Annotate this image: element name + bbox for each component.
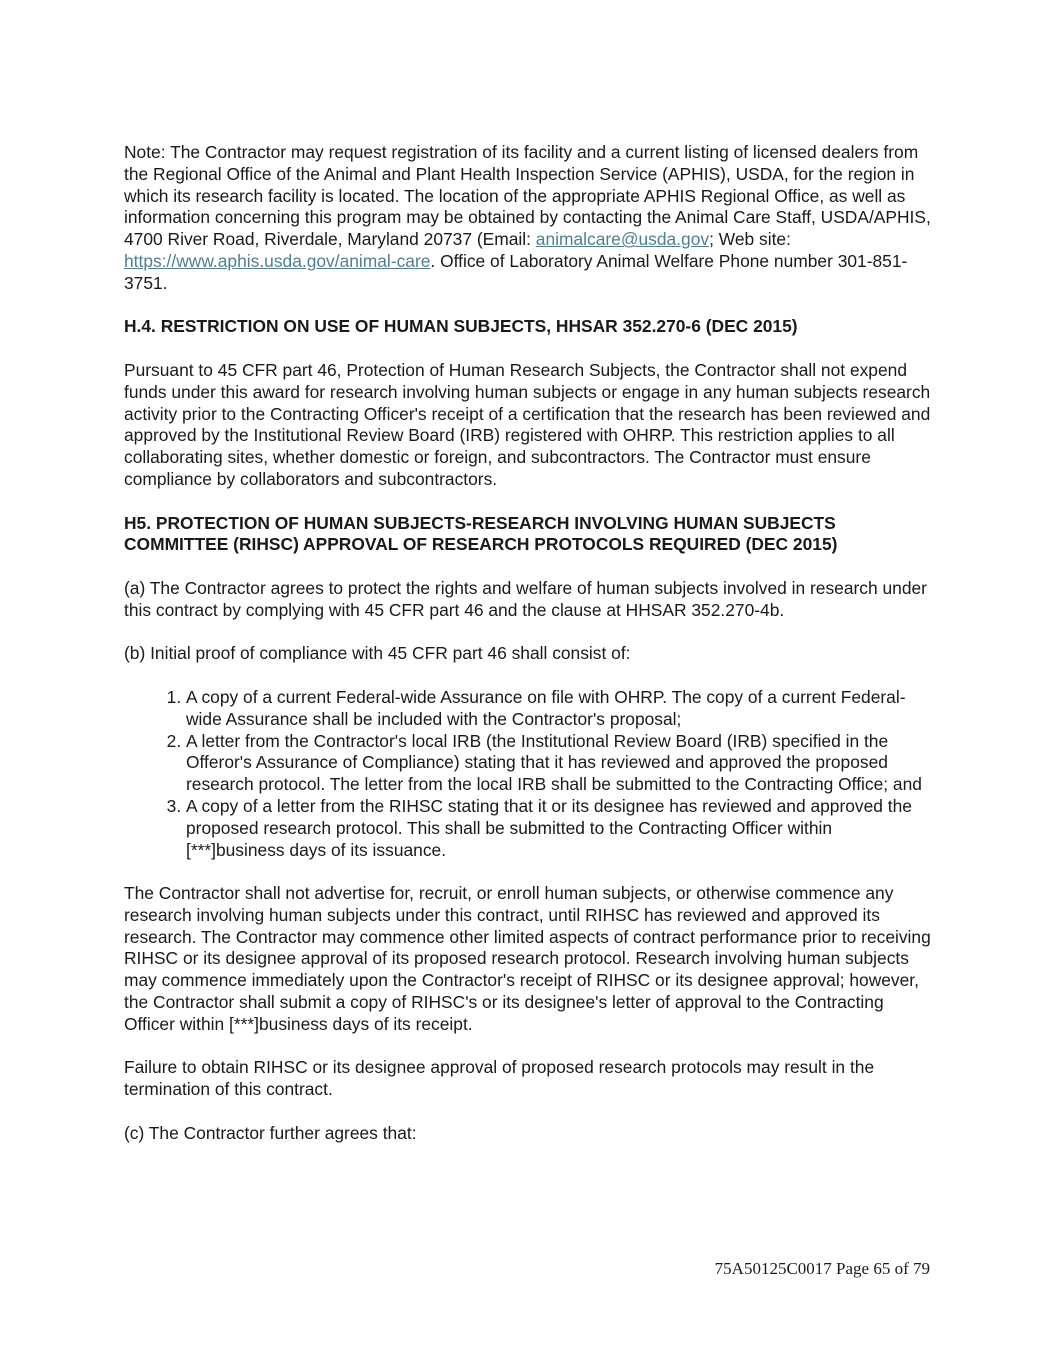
list-item: 1. A copy of a current Federal-wide Assurance on file with OHRP. The copy of a current Federal-wide Assurance shall be included with the Contractor's proposal; [186, 687, 934, 731]
compliance-list [124, 687, 934, 861]
note-text-1: Note: The Contractor may request registration of its facility and a current listing of licensed dealers from the Regional Office of the Animal and Plant Health Inspection Service (APHIS), USDA, for the region in which its research facility is located. The location of the appropriate APHIS Regional Office, as well as information concerning this program may be obtained by contacting the Animal Care Staff, USDA/APHIS, 4700 River Road, Riverdale, Maryland 20737 (Email: [124, 142, 931, 250]
email-link[interactable]: animalcare@usda.gov [535, 229, 710, 250]
section-h4-body: Pursuant to 45 CFR part 46, Protection of Human Research Subjects, the Contractor shall not expend funds under this award for research involving human subjects or engage in any human subjects research activity prior to the Contracting Officer's receipt of a certification that the research has been reviewed and approved by the Institutional Review Board (IRB) registered with OHRP. This restriction applies to all collaborating sites, whether domestic or foreign, and subcontractors. The Contractor must ensure compliance by collaborators and subcontractors. [124, 359, 931, 489]
section-h5-para-b: (b) Initial proof of compliance with 45 CFR part 46 shall consist of: [124, 643, 631, 664]
list-item: 3. A copy of a letter from the RIHSC stating that it or its designee has reviewed and approved the proposed research protocol. This shall be submitted to the Contracting Officer within [***]business days of its issuance. [186, 796, 934, 861]
document-body [124, 142, 934, 1166]
section-h5-para-c1: The Contractor shall not advertise for, recruit, or enroll human subjects, or otherwise commence any research involving human subjects under this contract, until RIHSC has reviewed and approved its research. The Contractor may commence other limited aspects of contract performance prior to receiving RIHSC or its designee approval of its proposed research protocol. Research involving human subjects may commence immediately upon the Contractor's receipt of RIHSC or its designee approval; however, the Contractor shall submit a copy of RIHSC's or its designee's letter of approval to the Contracting Officer within [***]business days of its receipt. [124, 883, 931, 1034]
section-h5-para-c2: Failure to obtain RIHSC or its designee approval of proposed research protocols may result in the termination of this contract. [124, 1057, 875, 1100]
section-h5-para-a: (a) The Contractor agrees to protect the rights and welfare of human subjects involved in research under this contract by complying with 45 CFR part 46 and the clause at HHSAR 352.270-4b. [124, 577, 927, 620]
website-link[interactable]: https://www.aphis.usda.gov/animal-care [124, 250, 431, 271]
section-h4-heading: H.4. RESTRICTION ON USE OF HUMAN SUBJECTS, HHSAR 352.270-6 (DEC 2015) [124, 316, 798, 337]
note-text-2: ; Web site: [709, 229, 791, 250]
section-h5-heading: H5. PROTECTION OF HUMAN SUBJECTS-RESEARCH INVOLVING HUMAN SUBJECTS COMMITTEE (RIHSC) APPROVAL OF RESEARCH PROTOCOLS REQUIRED (DEC 2015) [124, 512, 838, 555]
page-footer: 75A50125C0017 Page 65 of 79 [714, 1259, 930, 1278]
note-paragraph [124, 142, 934, 295]
note-text-3: . Office of Laboratory Animal Welfare Phone number 301-851-3751. [124, 250, 908, 293]
section-h5-para-c3: (c) The Contractor further agrees that: [124, 1122, 417, 1143]
list-item: 2. A letter from the Contractor's local IRB (the Institutional Review Board (IRB) specified in the Offeror's Assurance of Compliance) stating that it has reviewed and approved the proposed research protocol. The letter from the local IRB shall be submitted to the Contracting Office; and [186, 731, 934, 796]
